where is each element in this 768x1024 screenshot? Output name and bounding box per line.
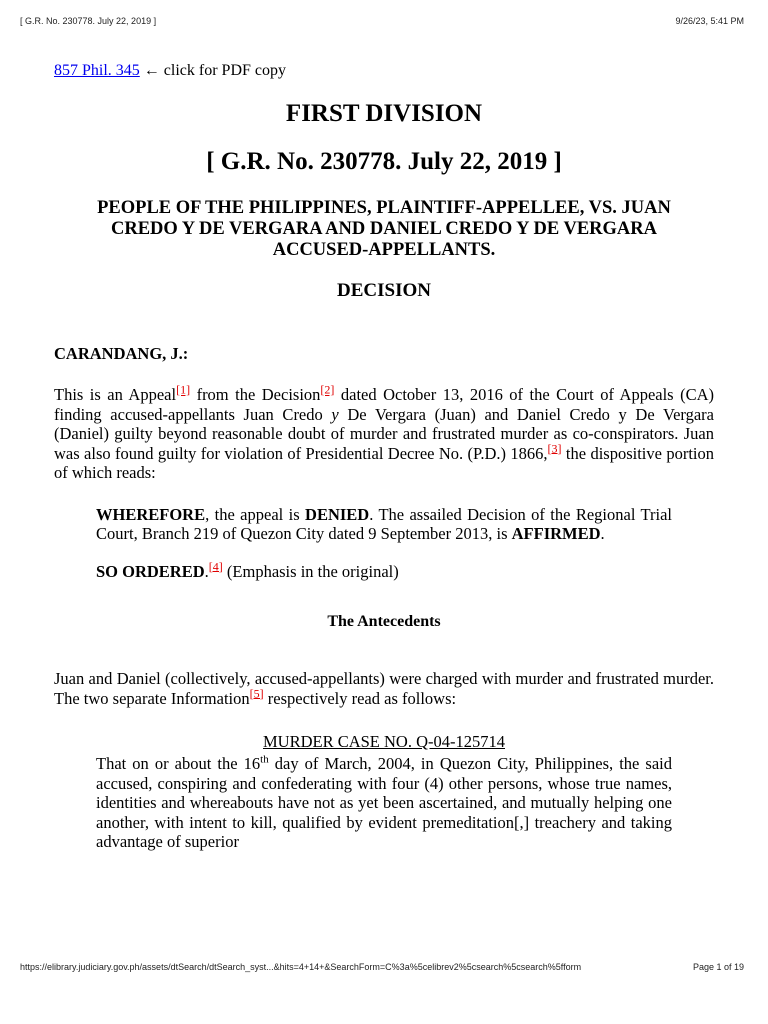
print-footer-page: Page 1 of 19 — [692, 962, 744, 972]
pdf-link[interactable]: 857 Phil. 345 — [54, 62, 140, 79]
decision-heading: DECISION — [337, 280, 431, 301]
paragraph-appeal: This is an Appeal[1] from the Decision[2] dated October 13, 2016 of the Court of Appeals (CA) finding accused-appellants Juan Credo y De Vergara (Juan) and Daniel Credo y De Vergara (Daniel) guilty beyond reasonable doubt of murder and frustrated murder as co-conspirators. Juan was also found guilty for violation of Presidential Decree No. (P.D.) 1866,[3] the dispositive portion of which reads: — [54, 382, 714, 482]
murder-case-title: MURDER CASE NO. Q-04-125714 — [262, 732, 505, 751]
print-header-datetime: 9/26/23, 5:41 PM — [675, 16, 744, 26]
case-number-heading: [ G.R. No. 230778. July 22, 2019 ] — [206, 148, 562, 175]
print-footer — [20, 962, 744, 972]
quote-wherefore: WHEREFORE, the appeal is DENIED. The assailed Decision of the Regional Trial Court, Branch 219 of Quezon City dated 9 September 2013, is AFFIRMED. — [96, 504, 672, 543]
paragraph-charges: Juan and Daniel (collectively, accused-appellants) were charged with murder and frustrated murder. The two separate Information[5] respectively read as follows: — [54, 669, 714, 708]
murder-case-information: That on or about the 16th day of March, 2004, in Quezon City, Philippines, the said accused, conspiring and confederating with four (4) other persons, whose true names, identities and whereabouts have not as yet been ascertained, and mutually helping one another, with intent to kill, qualified by evident premeditation[,] treachery and taking advantage of superior — [96, 753, 673, 851]
document-body — [54, 58, 714, 852]
pdf-link-hint: ← click for PDF copy — [139, 62, 286, 79]
print-footer-url: https://elibrary.judiciary.gov.ph/assets/dtSearch/dtSearch_syst...&hits=4+14+&SearchForm=C%3a%5celibrev2%5csearch%5csearch%5fform — [20, 962, 582, 972]
division-heading: FIRST DIVISION — [285, 100, 483, 127]
pdf-link-line — [54, 58, 714, 84]
print-header-title: [ G.R. No. 230778. July 22, 2019 ] — [20, 16, 157, 26]
dispositive-quote — [96, 505, 672, 582]
ponente: CARANDANG, J.: — [54, 344, 189, 363]
antecedents-heading: The Antecedents — [327, 613, 441, 630]
footnote-link-3[interactable]: [3] — [547, 441, 562, 455]
footnote-link-4[interactable]: [4] — [208, 559, 223, 573]
footnote-link-2[interactable]: [2] — [320, 382, 335, 397]
footnote-link-1[interactable]: [1] — [176, 382, 191, 397]
quote-so-ordered: SO ORDERED.[4] (Emphasis in the original) — [96, 559, 399, 581]
footnote-link-5[interactable]: [5] — [249, 686, 264, 700]
case-parties: PEOPLE OF THE PHILIPPINES, PLAINTIFF-APPELLEE, VS. JUAN CREDO Y DE VERGARA AND DANIEL CREDO Y DE VERGARA ACCUSED-APPELLANTS. — [97, 198, 671, 260]
print-header — [20, 16, 744, 26]
